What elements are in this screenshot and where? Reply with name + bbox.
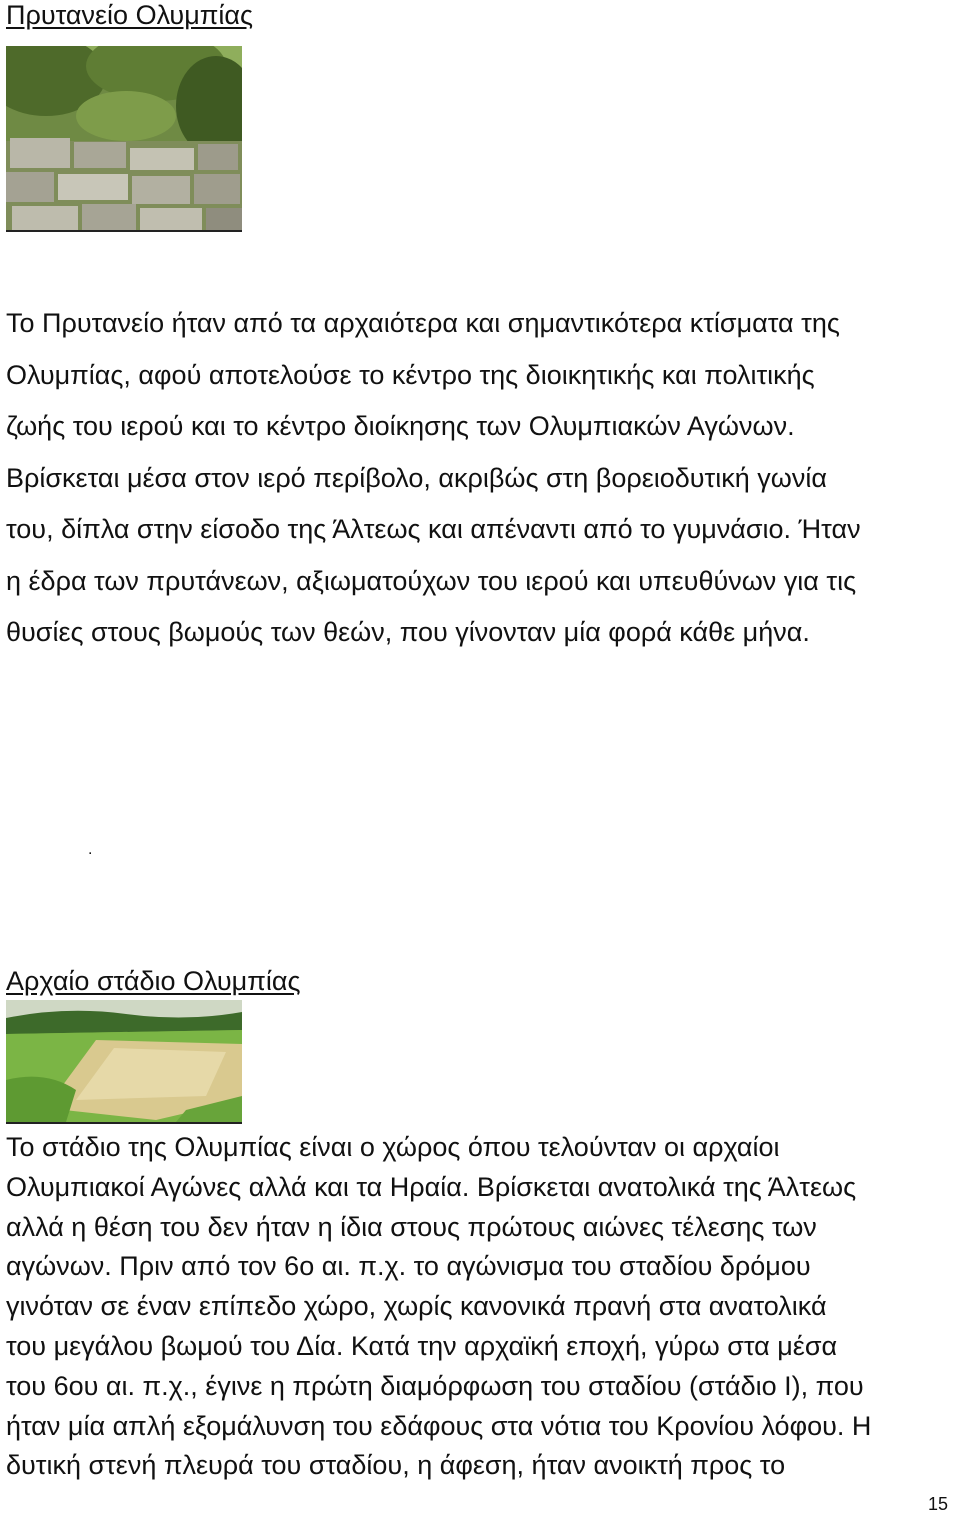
stadium-title: Αρχαίο στάδιο Ολυμπίας — [6, 966, 301, 996]
text-line: Ολυμπίας, αφού αποτελούσε το κέντρο της διοικητικής και πολιτικής — [6, 359, 815, 390]
stadium-photo — [6, 1000, 242, 1124]
text-line: Βρίσκεται μέσα στον ιερό περίβολο, ακριβώς στη βορειοδυτική γωνία — [6, 462, 827, 493]
text-line: του 6ου αι. π.χ., έγινε η πρώτη διαμόρφωση του σταδίου (στάδιο Ι), που — [6, 1370, 864, 1401]
text-line: αγώνων. Πριν από τον 6ο αι. π.χ. το αγώνισμα του σταδίου δρόμου — [6, 1251, 811, 1282]
text-line: γινόταν σε έναν επίπεδο χώρο, χωρίς κανονικά πρανή στα ανατολικά — [6, 1291, 827, 1322]
prytaneion-title: Πρυτανείο Ολυμπίας — [6, 0, 253, 30]
prytaneion-photo — [6, 46, 242, 232]
text-line: δυτική στενή πλευρά του σταδίου, η άφεση, ήταν ανοικτή προς το — [6, 1450, 786, 1481]
text-line: Το στάδιο της Ολυμπίας είναι ο χώρος όπου τελούνταν οι αρχαίοι — [6, 1132, 780, 1162]
text-line: του, δίπλα στην είσοδο της Άλτεως και απέναντι από το γυμνάσιο. Ήταν — [6, 514, 861, 544]
text-line: αλλά η θέση του δεν ήταν η ίδια στους πρώτους αιώνες τέλεσης των — [6, 1211, 817, 1242]
text-line: ζωής του ιερού και το κέντρο διοίκησης των Ολυμπιακών Αγώνων. — [6, 411, 795, 441]
page-number: 15 — [927, 1494, 948, 1514]
text-line: θυσίες στους βωμούς των θεών, που γίνονταν μία φορά κάθε μήνα. — [6, 617, 810, 647]
prytaneion-paragraph — [6, 298, 958, 659]
text-line: του μεγάλου βωμού του Δία. Κατά την αρχαϊκή εποχή, γύρω στα μέσα — [6, 1330, 838, 1361]
text-line: η έδρα των πρυτάνεων, αξιωματούχων του ιερού και υπευθύνων για τις — [6, 565, 857, 596]
separator-dot: . — [88, 841, 93, 858]
text-line: Το Πρυτανείο ήταν από τα αρχαιότερα και σημαντικότερα κτίσματα της — [6, 308, 840, 338]
text-line: Ολυμπιακοί Αγώνες αλλά και τα Ηραία. Βρίσκεται ανατολικά της Άλτεως — [6, 1171, 857, 1202]
text-line: ήταν μία απλή εξομάλυνση του εδάφους στα νότια του Κρονίου λόφου. Η — [6, 1410, 872, 1441]
stadium-paragraph — [6, 1128, 958, 1486]
